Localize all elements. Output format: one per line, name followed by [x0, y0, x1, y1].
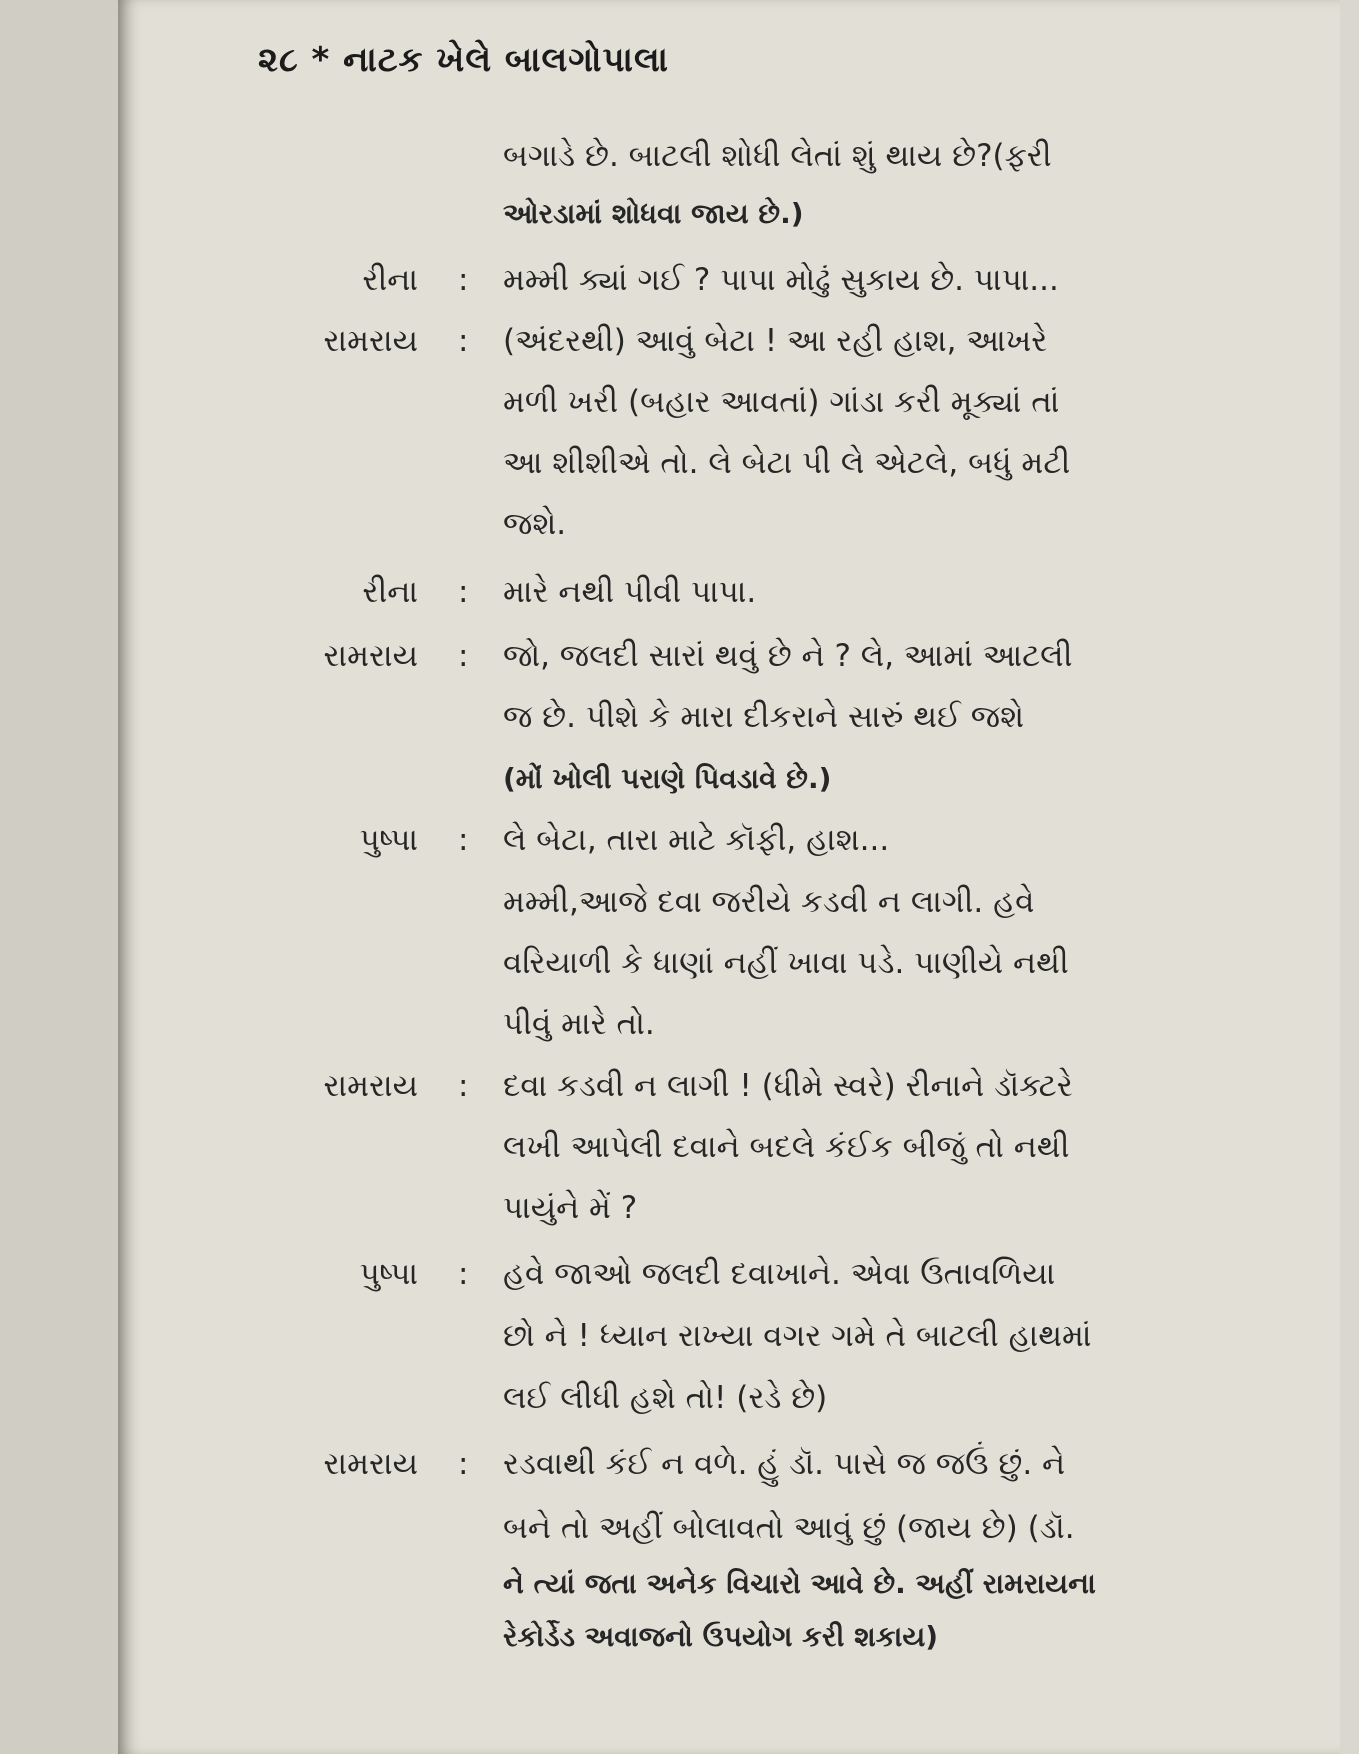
- dialogue-line: [118, 1380, 1340, 1440]
- dialogue-line: [118, 138, 1340, 198]
- dialogue-line: [118, 762, 1340, 822]
- dialogue-line: [118, 197, 1340, 257]
- line-text: લે બેટા, તારા માટે કૉફી, હાશ...: [503, 822, 890, 858]
- dialogue-line: [118, 323, 1340, 383]
- dialogue-line: [118, 1190, 1340, 1250]
- colon-separator: :: [458, 638, 469, 674]
- line-text: મમ્મી,આજે દવા જરીયે કડવી ન લાગી. હવે: [503, 884, 1035, 920]
- colon-separator: :: [458, 1256, 469, 1292]
- line-text: જો, જલદી સારાં થવું છે ને ? લે, આમાં આટલી: [503, 638, 1073, 674]
- line-text: છો ને ! ધ્યાન રાખ્યા વગર ગમે તે બાટલી હાથમાં: [503, 1318, 1092, 1354]
- line-text: જ છે. પીશે કે મારા દીકરાને સારું થઈ જશે: [503, 699, 1025, 735]
- line-text: દવા કડવી ન લાગી ! (ધીમે સ્વરે) રીનાને ડૉક્ટરે: [503, 1068, 1073, 1104]
- line-text: (અંદરથી) આવું બેટા ! આ રહી હાશ, આખરે: [503, 323, 1048, 359]
- colon-separator: :: [458, 574, 469, 610]
- line-text: જશે.: [503, 506, 567, 542]
- colon-separator: :: [458, 323, 469, 359]
- dialogue-line: [118, 1446, 1340, 1506]
- line-text: હવે જાઓ જલદી દવાખાને. એવા ઉતાવળિયા: [503, 1256, 1056, 1292]
- colon-separator: :: [458, 262, 469, 298]
- dialogue-line: [118, 884, 1340, 944]
- dialogue-line: [118, 1006, 1340, 1066]
- page-edge-1: [0, 0, 40, 1754]
- dialogue-line: [118, 699, 1340, 759]
- speaker-name: પુષ્પા: [359, 1256, 418, 1292]
- line-text: મળી ખરી (બહાર આવતાં) ગાંડા કરી મૂક્યાં તાં: [503, 384, 1060, 420]
- speaker-name: રામરાય: [323, 1446, 418, 1482]
- speaker-name: પુષ્પા: [359, 822, 418, 858]
- dialogue-line: [118, 1256, 1340, 1316]
- page-edge-2: [38, 0, 70, 1754]
- dialogue-line: [118, 1567, 1340, 1627]
- line-text: વરિયાળી કે ધાણાં નહીં ખાવા પડે. પાણીયે નથી: [503, 945, 1069, 981]
- line-text: મમ્મી ક્યાં ગઈ ? પાપા મોઢું સુકાય છે. પાપા...: [503, 262, 1059, 298]
- dialogue-line: [118, 1620, 1340, 1680]
- colon-separator: :: [458, 822, 469, 858]
- line-text: લઈ લીધી હશે તો! (રડે છે): [503, 1380, 828, 1416]
- line-text: બગાડે છે. બાટલી શોધી લેતાં શું થાય છે?(ફરી: [503, 138, 1052, 174]
- dialogue-line: [118, 506, 1340, 566]
- line-text: આ શીશીએ તો. લે બેટા પી લે એટલે, બધું મટી: [503, 445, 1071, 481]
- dialogue-line: [118, 1510, 1340, 1570]
- page-edge-3: [68, 0, 98, 1754]
- line-text: બને તો અહીં બોલાવતો આવું છું (જાય છે) (ડૉ.: [503, 1510, 1075, 1546]
- stage-direction: ઓરડામાં શોધવા જાય છે.): [503, 197, 804, 230]
- page-header: ૨૮ * નાટક ખેલે બાલગોપાલા: [258, 40, 669, 80]
- colon-separator: :: [458, 1068, 469, 1104]
- dialogue-line: [118, 574, 1340, 634]
- line-text: પાયુંને મેં ?: [503, 1190, 638, 1226]
- dialogue-line: [118, 445, 1340, 505]
- dialogue-line: [118, 822, 1340, 882]
- dialogue-line: [118, 262, 1340, 322]
- dialogue-line: [118, 638, 1340, 698]
- colon-separator: :: [458, 1446, 469, 1482]
- line-text: મારે નથી પીવી પાપા.: [503, 574, 757, 610]
- stage-direction: ને ત્યાં જતા અનેક વિચારો આવે છે. અહીં રામરાયના: [503, 1567, 1096, 1600]
- speaker-name: રામરાય: [323, 638, 418, 674]
- speaker-name: રામરાય: [323, 1068, 418, 1104]
- line-text: રડવાથી કંઈ ન વળે. હું ડૉ. પાસે જ જઉં છું. ને: [503, 1446, 1066, 1482]
- speaker-name: રીના: [362, 574, 418, 610]
- stage-direction: રેકોર્ડેડ અવાજનો ઉપયોગ કરી શકાય): [503, 1620, 939, 1653]
- dialogue-line: [118, 945, 1340, 1005]
- line-text: પીવું મારે તો.: [503, 1006, 655, 1042]
- dialogue-line: [118, 1129, 1340, 1189]
- dialogue-line: [118, 384, 1340, 444]
- speaker-name: રામરાય: [323, 323, 418, 359]
- speaker-name: રીના: [362, 262, 418, 298]
- dialogue-line: [118, 1318, 1340, 1378]
- dialogue-line: [118, 1068, 1340, 1128]
- stage-direction: (મોં ખોલી પરાણે પિવડાવે છે.): [503, 762, 832, 795]
- book-page: [118, 0, 1340, 1754]
- line-text: લખી આપેલી દવાને બદલે કંઈક બીજું તો નથી: [503, 1129, 1070, 1165]
